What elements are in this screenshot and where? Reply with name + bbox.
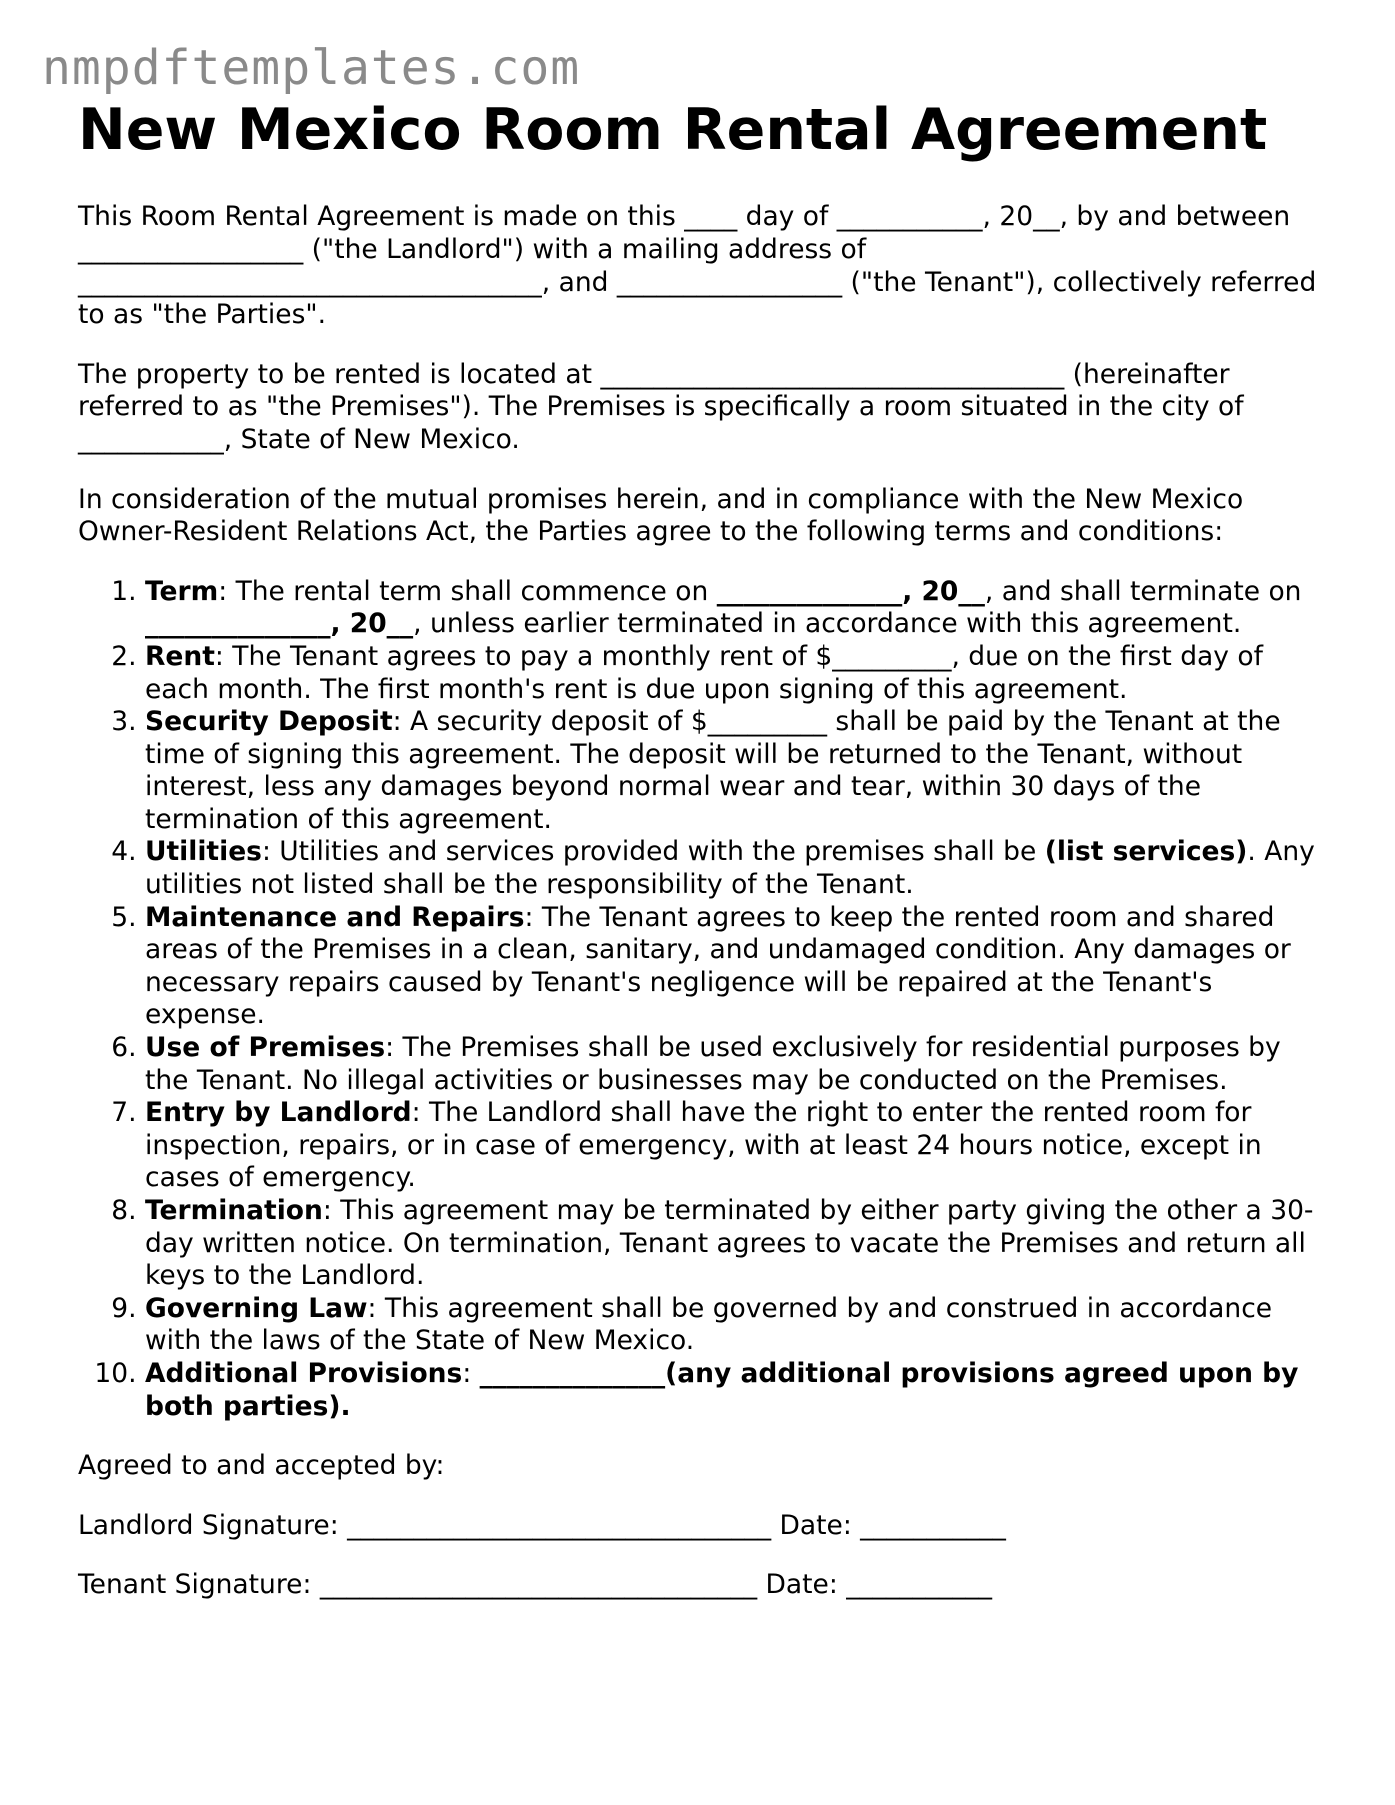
term-heading: Use of Premises — [145, 1032, 386, 1064]
agreed-statement: Agreed to and accepted by: — [78, 1450, 445, 1482]
term-end-date-blank: ______________, 20__ — [145, 608, 414, 640]
document-title: New Mexico Room Rental Agreement — [78, 97, 1268, 163]
term-item-term — [145, 576, 1328, 641]
additional-provisions-blank: ______________(any additional provisions agreed upon by both parties). — [145, 1357, 1299, 1422]
term-item-additional-provisions — [145, 1358, 1328, 1423]
term-text: : The Landlord shall have the right to enter the rented room for inspection, repairs, or in case of emergency, with at least 24 hours notice, except in cases of emergency. — [145, 1097, 1262, 1194]
term-text: : The Tenant agrees to pay a monthly rent of $_________, due on the first day of each month. The first month's rent is due upon signing of this agreement. — [145, 640, 1263, 705]
term-text: : This agreement shall be governed by and construed in accordance with the laws of the State of New Mexico. — [145, 1292, 1273, 1357]
term-text: . Any utilities not listed shall be the responsibility of the Tenant. — [145, 836, 1315, 901]
property-paragraph: The property to be rented is located at ___________________________________ (hereinafter referred to as "the Premises"). The Premises is specifically a room situated in the city of ___________, State of New Mexico. — [78, 358, 1244, 455]
landlord-signature-line: Landlord Signature: ________________________________ Date: ___________ — [78, 1509, 1006, 1541]
term-heading: Maintenance and Repairs — [145, 901, 525, 933]
term-text: : The Premises shall be used exclusively for residential purposes by the Tenant. No illegal activities or businesses may be conducted on the Premises. — [145, 1032, 1281, 1096]
tenant-signature-line: Tenant Signature: _________________________________ Date: ___________ — [78, 1569, 992, 1601]
term-text: : The Tenant agrees to keep the rented room and shared areas of the Premises in a clean, sanitary, and undamaged condition. Any damages or necessary repairs caused by Tenant's negligence will be repaired at the Tenant's expense. — [145, 901, 1291, 1031]
term-heading: Additional Provisions — [145, 1357, 463, 1389]
term-text: , unless earlier terminated in accordance with this agreement. — [413, 608, 1242, 640]
consideration-paragraph: In consideration of the mutual promises herein, and in compliance with the New Mexico Owner-Resident Relations Act, the Parties agree to the following terms and conditions: — [78, 483, 1244, 548]
term-heading: Utilities — [145, 836, 262, 868]
term-item-utilities — [145, 836, 1328, 901]
term-heading: Governing Law — [145, 1292, 368, 1324]
term-heading: Security Deposit — [145, 706, 393, 738]
term-text: : Utilities and services provided with the premises shall be — [261, 836, 1045, 868]
term-text: : The rental term shall commence on — [218, 575, 717, 607]
term-start-date-blank: ______________, 20__ — [716, 575, 985, 607]
intro-paragraph: This Room Rental Agreement is made on this ____ day of ___________, 20__, by and between _________________ ("the Landlord") with a mailing address of ___________________________________, and _________________ ("the Tenant"), collectively referred to as "the Parties". — [78, 201, 1317, 331]
term-text: : A security deposit of $_________ shall be paid by the Tenant at the time of signing this agreement. The deposit will be returned to the Tenant, without interest, less any damages beyond normal wear and tear, within 30 days of the termination of this agreement. — [145, 706, 1281, 835]
utilities-list-note: (list services) — [1044, 836, 1248, 868]
term-text: : This agreement may be terminated by either party giving the other a 30-day written notice. On termination, Tenant agrees to vacate the Premises and return all keys to the Landlord. — [145, 1195, 1314, 1292]
terms-list — [78, 576, 1328, 1423]
term-heading: Entry by Landlord — [145, 1097, 412, 1129]
term-item-use-of-premises — [145, 1032, 1328, 1097]
term-item-security-deposit — [145, 706, 1328, 836]
term-text: , and shall terminate on — [984, 575, 1302, 607]
term-heading: Rent — [145, 640, 215, 672]
term-heading: Term — [145, 575, 219, 607]
term-item-entry-by-landlord — [145, 1097, 1328, 1195]
watermark-text: nmpdftemplates.com — [42, 40, 581, 96]
term-heading: Termination — [145, 1195, 323, 1227]
document-page — [78, 96, 1328, 1602]
term-text: : — [462, 1357, 480, 1389]
term-item-termination — [145, 1195, 1328, 1293]
term-item-rent — [145, 641, 1328, 706]
term-item-governing-law — [145, 1293, 1328, 1358]
term-item-maintenance — [145, 902, 1328, 1032]
